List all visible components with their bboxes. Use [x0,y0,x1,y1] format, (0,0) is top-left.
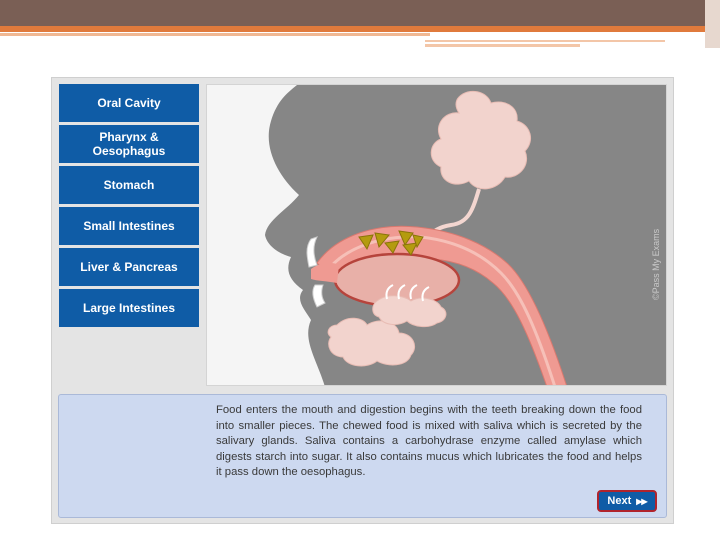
topic-menu [59,84,199,330]
oral-cavity-illustration [206,84,667,386]
header-accent-line [425,44,580,47]
next-label: Next [607,495,632,507]
description-text: Food enters the mouth and digestion begins with the teeth breaking down the food into smaller pieces. The chewed food is mixed with saliva which is secreted by the salivary glands. Saliva contains a carbohydrase enzyme called amylase which digests starch into sugar. It also contains mucus which lubricates the food and helps it pass down the oesophagus. [216,404,642,479]
fast-forward-icon: ▶▶ [636,496,647,506]
header-accent-line [0,26,705,32]
menu-item-small-intestines[interactable]: Small Intestines [59,207,199,245]
slide-header-edge [705,0,720,48]
menu-item-pharynx-oesophagus[interactable]: Pharynx & Oesophagus [59,125,199,163]
menu-item-stomach[interactable]: Stomach [59,166,199,204]
menu-item-large-intestines[interactable]: Large Intestines [59,289,199,327]
slide-header-bar [0,0,705,26]
anatomy-diagram [207,85,667,386]
menu-item-oral-cavity[interactable]: Oral Cavity [59,84,199,122]
header-accent-line [425,40,665,42]
description-panel [58,394,667,518]
next-button[interactable] [597,490,657,512]
header-accent-line [0,33,430,36]
menu-item-liver-pancreas[interactable]: Liver & Pancreas [59,248,199,286]
copyright-watermark: ©Pass My Exams [651,228,661,300]
